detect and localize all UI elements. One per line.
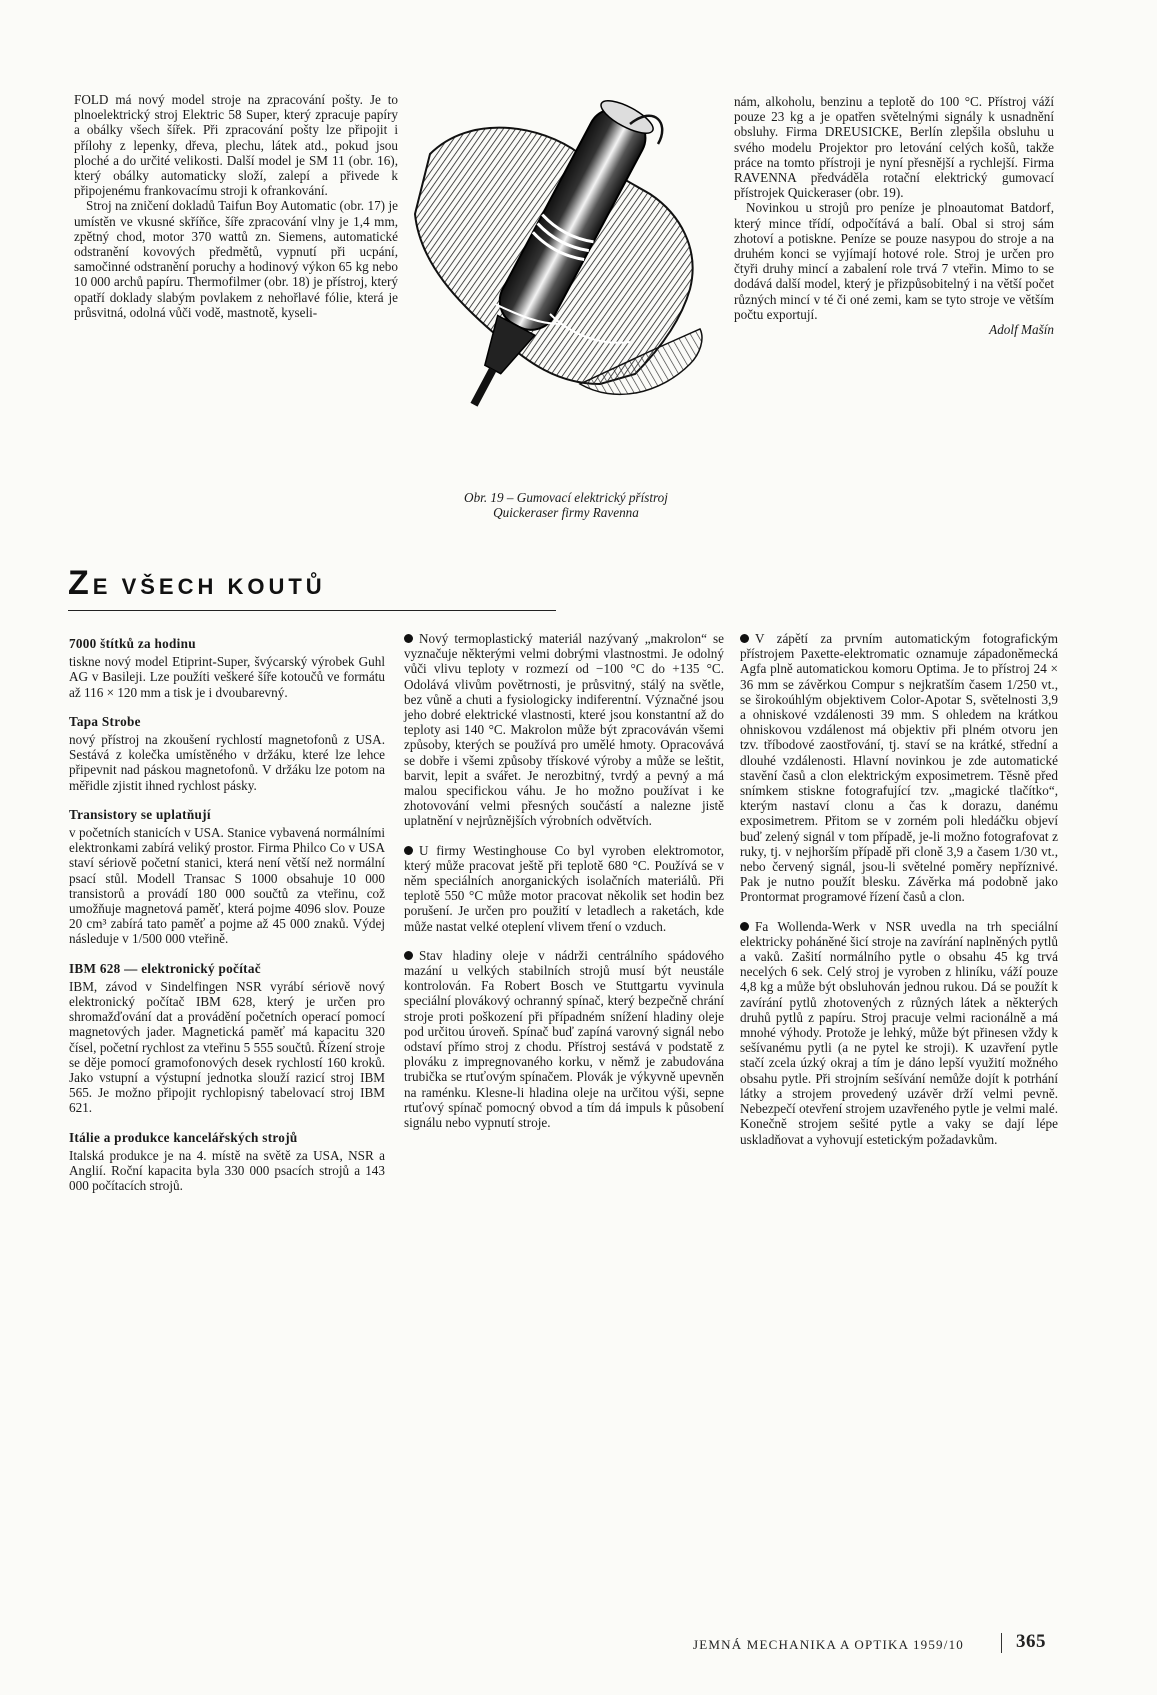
journal-name: JEMNÁ MECHANIKA A OPTIKA 1959/10	[693, 1637, 964, 1652]
bullet-icon	[740, 922, 749, 931]
news-item	[69, 1130, 385, 1194]
news-item-title: Itálie a produkce kancelářských strojů	[69, 1129, 298, 1145]
top-article-left-column	[74, 92, 398, 320]
hand-holding-eraser-drawing	[400, 84, 730, 494]
bullet-icon	[404, 846, 413, 855]
news-item-text: Stav hladiny oleje v nádrži centrálního spádového mazání u velkých stabilních strojů musí být neustále kontrolován. Fa Robert Bosch ve Stuttgartu vyvinula speciální plovákový ochranný spínač, který bezpečně chrání stroje proti poškození při případném snížení hladiny oleje pod určitou úroveň. Spínač buď zapíná varovný signál nebo odstaví přímo stroj z chodu. Přístroj sestává v podstatě z plováku z impregnovaného korku, v němž je zabudována trubička se rtuťovým spínačem. Plovák je výkyvně upevněn na raménku. Klesne-li hladina oleje na určitou výši, sepne rtuťový spínač pomocný obvod a tím dá impuls k působení signálu nebo vypnutí stroje.	[404, 947, 724, 1131]
top-left-paragraph: Stroj na zničení dokladů Taifun Boy Automatic (obr. 17) je umístěn ve vkusné skříňce, šíře zpracování vlny je 1,4 mm, zpětný chod, motor 370 wattů zn. Siemens, automatické odstranění kovových předmětů, vypnutí při ucpání, samočinné odstranění poruchy a hodinový výkon 65 kg nebo 10 000 archů papíru. Thermofilmer (obr. 18) je přístroj, který opatří doklady slabým povlakem z nehořlavé fólie, která je průsvitná, odolná vůči vodě, mastnotě, kyseli-	[74, 198, 398, 320]
news-item-text: Italská produkce je na 4. místě na světě za USA, NSR a Anglií. Roční kapacita byla 330 000 psacích strojů a 143 000 počítacích strojů.	[69, 1147, 385, 1194]
news-item-text: Fa Wollenda-Werk v NSR uvedla na trh speciální elektricky poháněné šicí stroje na zavírání naplněných pytlů a vaků. Zašití normálního pytle o obsahu 45 kg trvá necelých 6 sek. Celý stroj je vyroben z hliníku, váží pouze 4,8 kg a může být obsluhován jednou rukou. Dá se použít k zavírání pytlů zhotovených z různých látek a některých druhů pytlů z papíru. Stroj pracuje velmi racionálně a má mnohé výhody. Protože je lehký, může být přinesen vždy k sešívanému pytli (a ne pytel ke stroji). K uzavření pytle stačí zcela úzký okraj a tím je dáno lepší využití možného obsahu pytle. Při strojním sešívání nemůže dojít k potrhání látky a strojem provedený uzávěr drží velmi pevně. Nebezpečí otevření strojem uzavřeného pytle je velmi malé. Konečně strojem sešité pytle a vaky se dají lépe uskladňovat a vyhovují estetickým požadavkům.	[740, 918, 1058, 1147]
news-item	[404, 843, 724, 934]
news-item-text: nový přístroj na zkoušení rychlostí magnetofonů z USA. Sestává z kolečka umístěného v držáku, které lze lehce připevnit nad páskou magnetofonů. V držáku lze potom na měřidle zjistit ihned rychlost pásky.	[69, 732, 385, 793]
top-left-paragraph: FOLD má nový model stroje na zpracování pošty. Je to plnoelektrický stroj Elektric 58 Super, který zpracuje papíry a obálky všech šířek. Při zpracování pošty lze připojit i přílohy z lepenky, dřeva, plechu, látek atd., pokud jsou ploché a do určité velikosti. Další model je SM 11 (obr. 16), který obálky automaticky složí, zalepí a přivede k připojenému frankovacímu stroji k ofrankování.	[74, 92, 398, 199]
news-item	[740, 631, 1058, 905]
news-item	[69, 636, 385, 700]
news-item-text: V zápětí za prvním automatickým fotografickým přístrojem Paxette-elektromatic oznamuje západoněmecká Agfa plně automatickou komoru Optima. Je to přístroj 24 × 36 mm se závěrkou Compur s nejkratším časem 1/250 vt., se širokoúhlým objektivem Color-Apotar S, světelnosti 3,9 a ohniskové vzdálenosti 39 mm. S ohledem na krátkou ohniskovou vzdálenost má objektiv při plném otvoru jen tzv. tříbodové zaostřování, tj. staví se na krátké, střední a dlouhé vzdálenosti. Hlavní novinkou je zde automatické stavění časů a clon elektrickým exposimetrem. Těsně před snímkem stiskne fotografující tzv. „magické tlačítko“, kterým nastaví clonu a čas k dorazu, danému exposimetrem. Přitom se v zorném poli hledáčku objeví buď zelený signál v tom případě, je-li možno fotografovat z ruky, tj. v nejhorším případě při cloně 3,9 a časem 1/30 vt., nebo červený signál, jsou-li světelné poměry nepříznivé. Pak je nutno použít blesku. Závěrka má podobně jako Prontormat programové řízení časů a clon.	[740, 631, 1058, 905]
news-item	[404, 948, 724, 1130]
figure-quickeraser-illustration	[400, 84, 730, 516]
news-item-title: IBM 628 — elektronický počítač	[69, 960, 261, 976]
figure-caption	[396, 490, 736, 520]
top-right-paragraph: nám, alkoholu, benzinu a teplotě do 100 °C. Přístroj váží pouze 23 kg a je opatřen světelnými signály k usnadnění obsluhy. Firma DREUSICKE, Berlín zlepšila obsluhu u svého modelu Projektor pro letování celých košů, takže práce na tomto přístroji je nyní přesnější a rychlejší. Firma RAVENNA předváděla rotační elektrický gumovací přístrojek Quickeraser (obr. 19).	[734, 94, 1054, 201]
bullet-icon	[740, 634, 749, 643]
news-column-2	[404, 631, 724, 1144]
news-column-3	[740, 631, 1058, 1161]
news-item-text: tiskne nový model Etiprint-Super, švýcarský výrobek Guhl AG v Basileji. Lze použíti veškeré šíře kotoučů ve formátu až 116 × 120 mm a tisk je i dvoubarevný.	[69, 654, 385, 700]
news-item-text: v početních stanicích v USA. Stanice vybavená normálními elektronkami zabírá veliký prostor. Firma Philco Co v USA staví sériově početní stanici, která není větší než normální psací stůl. Modell Transac S 1000 obsahuje 10 000 transistorů a provádí 180 000 součtů za vteřinu, což umožňuje magnetová paměť, která pojme 4096 slov. Pouze 20 cm³ zabírá tato paměť a pojme až 45 000 znaků. Výdej následuje v 1/500 000 vteřině.	[69, 825, 385, 947]
top-article-right-column	[734, 94, 1054, 337]
section-heading-rest: E VŠECH KOUTŮ	[92, 574, 326, 599]
footer-divider	[1001, 1633, 1002, 1653]
page-footer	[693, 1633, 1073, 1655]
news-item	[404, 631, 724, 829]
news-item	[69, 714, 385, 793]
news-item-text: U firmy Westinghouse Co byl vyroben elektromotor, který může pracovat ještě při teplotě 680 °C. Používá se v něm speciálních anorganických isolačních materiálů. Při teplotě 550 °C může motor pracovat několik set hodin bez porušení. Je určen pro použití v letadlech a raketách, kde může nastat velké oteplení vlivem tření o vzduch.	[404, 842, 724, 934]
news-item	[740, 919, 1058, 1147]
page-number: 365	[1016, 1631, 1046, 1652]
bullet-icon	[404, 634, 413, 643]
section-heading-initial: Z	[68, 564, 93, 602]
caption-line-2: Quickeraser firmy Ravenna	[493, 505, 639, 521]
top-right-paragraph: Novinkou u strojů pro peníze je plnoautomat Batdorf, který mince třídí, odpočítává a balí. Obal si stroj sám zhotoví a potiskne. Peníze se pouze nasypou do stroje a na druhém konci se vyjímají hotové role. Stroj je určen pro čtyři druhy mincí a zabalení role trvá 7 vteřin. Mimo to se dodává další model, který je přizpůsobitelný i na větší počet různých mincí v té či oné zemi, kam se tyto stroje ve větším počtu exportují.	[734, 200, 1054, 322]
news-item-text: IBM, závod v Sindelfingen NSR vyrábí sériově nový elektronický počítač IBM 628, který je určen pro shromažďování dat a provádění početních operací pomocí magnetových jader. Magnetická paměť má kapacitu 320 čísel, početní rychlost za vteřinu 5 555 součtů. Řízení stroje se děje pomocí gramofonových desek rychlostí 160 kroků. Jako vstupní a výstupní jednotka slouží razicí stroj IBM 565. Je možno připojit rychlopisný tabelovací stroj IBM 621.	[69, 978, 385, 1116]
bullet-icon	[404, 951, 413, 960]
news-item	[69, 961, 385, 1116]
news-item-title: 7000 štítků za hodinu	[69, 636, 196, 651]
news-item-title: Transistory se uplatňují	[69, 806, 211, 822]
news-item	[69, 807, 385, 947]
news-column-1	[69, 636, 385, 1208]
article-author: Adolf Mašín	[989, 322, 1054, 338]
caption-line-1: Obr. 19 – Gumovací elektrický přístroj	[464, 490, 668, 505]
news-item-title: Tapa Strobe	[69, 713, 141, 729]
section-heading-rule	[68, 610, 556, 611]
news-item-text: Nový termoplastický materiál nazývaný „makrolon“ se vyznačuje některými velmi dobrými vlastnostmi. Je odolný vůči vlivu teploty v rozmezí od −100 °C do +135 °C. Odolává vlivům povětrnosti, je průsvitný, stálý na světle, bez vůně a chuti a fysiologicky indiferentní. Význačné jsou jeho dobré elektrické vlastnosti, které jsou konstantní až do teploty asi 140 °C. Makrolon může být zpracováván všemi způsoby, kterých se používá pro umělé hmoty. Opracovává se dobře i všemi způsoby třískové výroby a může se leštit, barvit, lepit a svářet. Je nerozbitný, tvrdý a pevný a má malou specifickou váhu. Je ho možno používat i ke zhotovování velmi přesných součástí a nalezne jistě uplatnění v nejrůznějších výrobních odvětvích.	[404, 631, 724, 829]
section-heading	[68, 564, 326, 602]
